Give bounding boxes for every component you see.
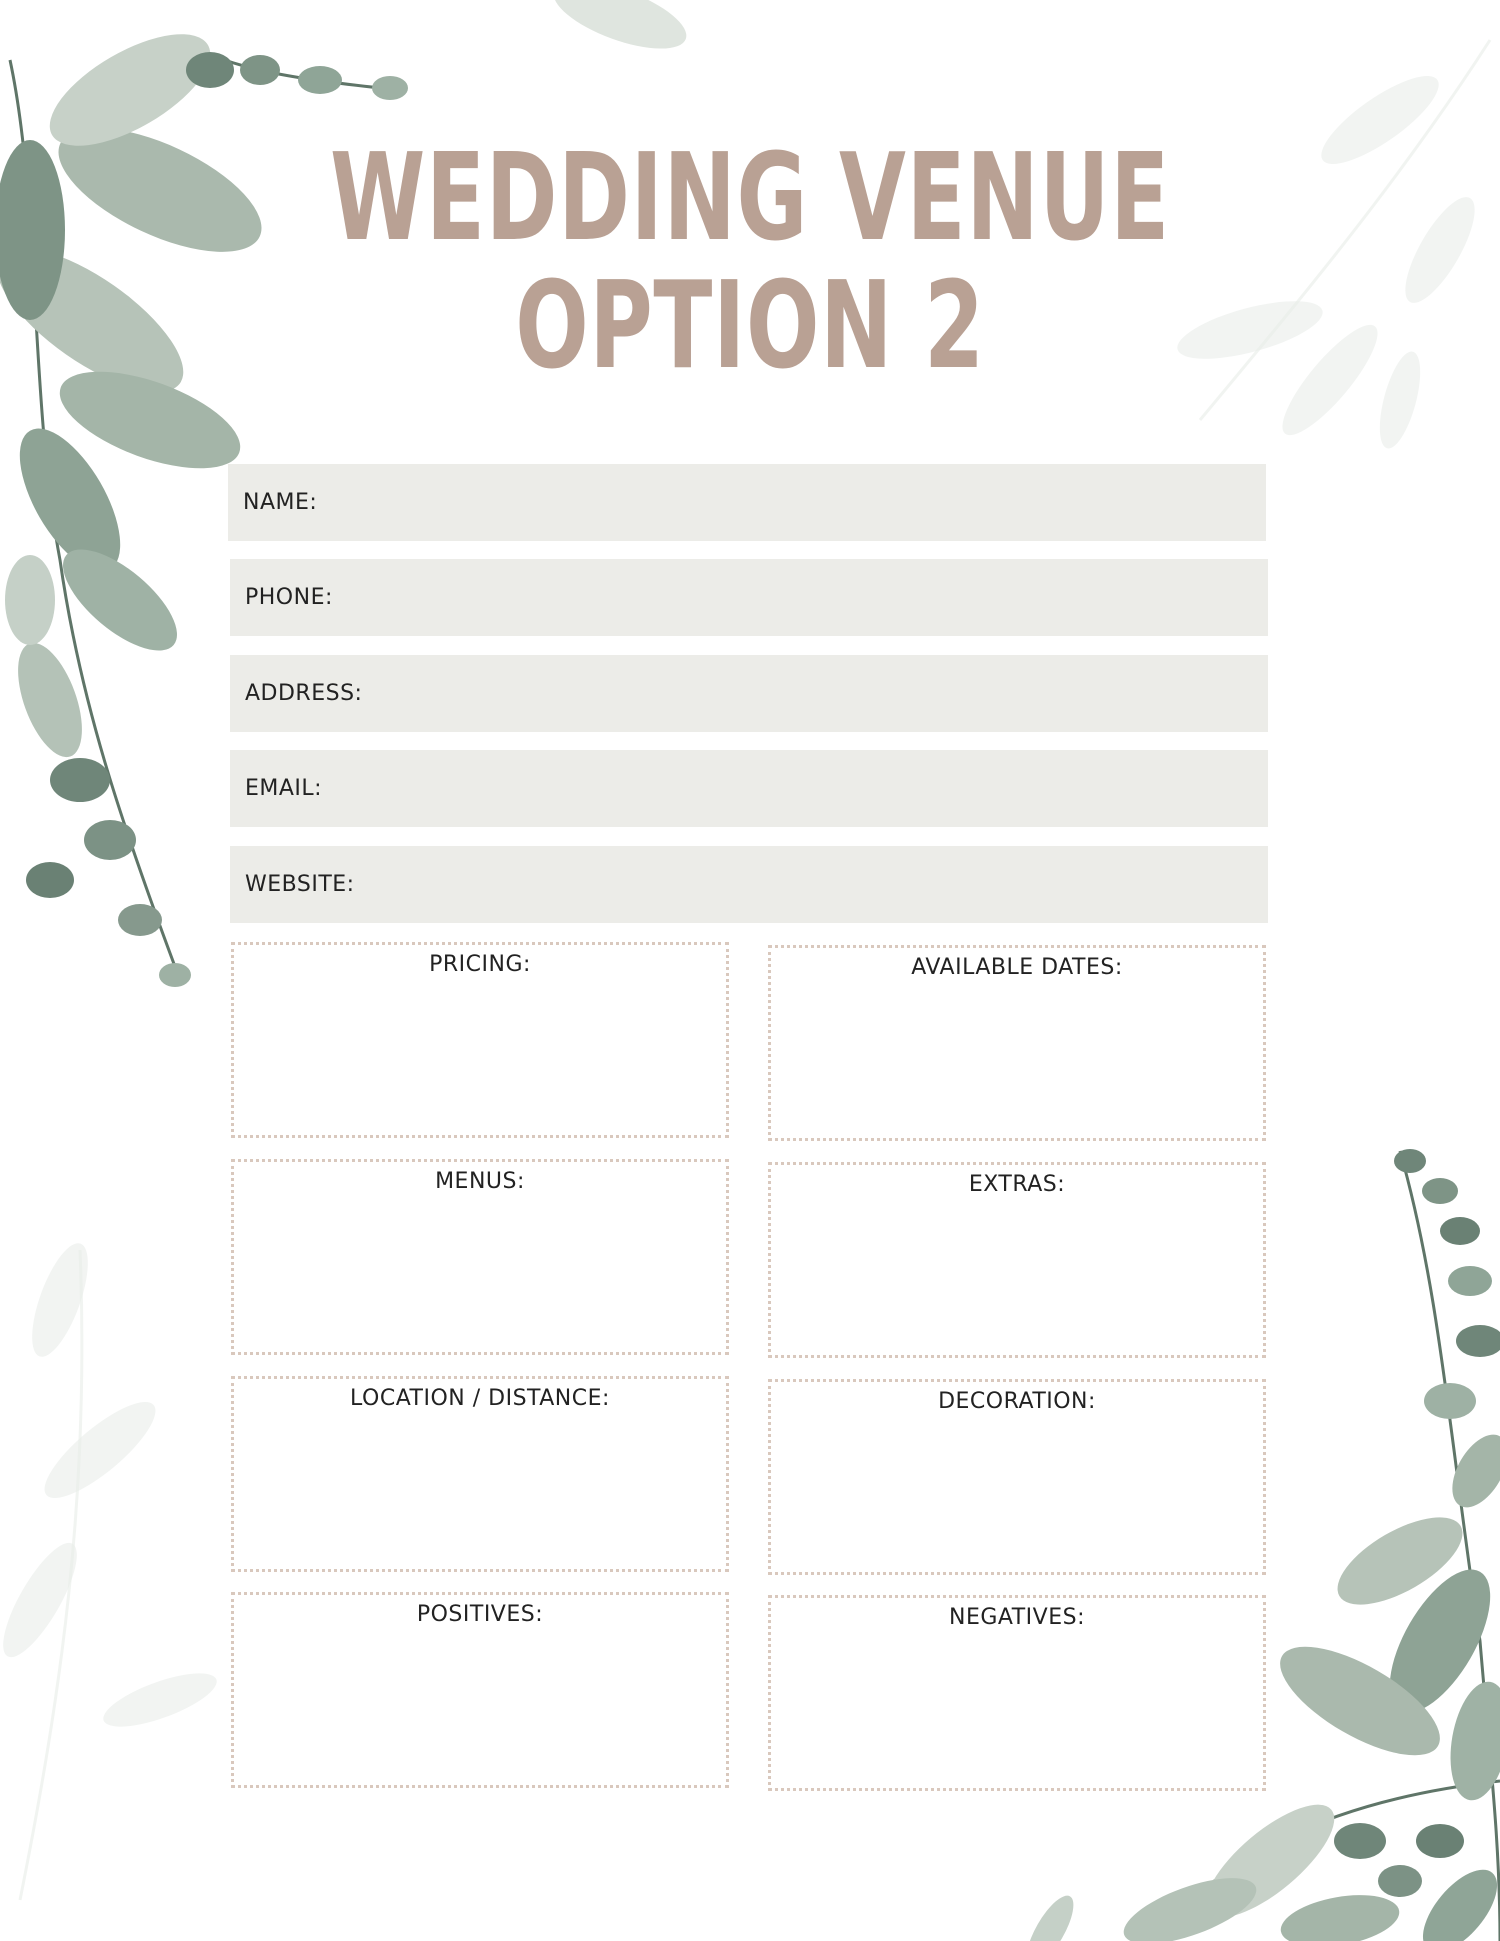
- location-distance-label: LOCATION / DISTANCE:: [350, 1386, 610, 1411]
- available-dates-box[interactable]: [768, 945, 1266, 1141]
- email-field[interactable]: [230, 750, 1268, 827]
- leaf-top-center-icon: [540, 0, 700, 70]
- email-field-label: EMAIL:: [245, 776, 323, 801]
- name-field-label: NAME:: [243, 490, 318, 515]
- address-field[interactable]: [230, 655, 1268, 732]
- page-title: [210, 129, 1290, 396]
- decoration-label: DECORATION:: [938, 1389, 1096, 1414]
- positives-label: POSITIVES:: [416, 1602, 544, 1627]
- name-field[interactable]: [228, 464, 1266, 541]
- decoration-box[interactable]: [768, 1379, 1266, 1575]
- negatives-box[interactable]: [768, 1595, 1266, 1791]
- menus-box[interactable]: [231, 1159, 729, 1355]
- phone-field[interactable]: [230, 559, 1268, 636]
- menus-label: MENUS:: [435, 1169, 525, 1194]
- extras-box[interactable]: [768, 1162, 1266, 1358]
- location-distance-box[interactable]: [231, 1376, 729, 1572]
- negatives-label: NEGATIVES:: [948, 1605, 1085, 1630]
- positives-box[interactable]: [231, 1592, 729, 1788]
- extras-label: EXTRAS:: [968, 1172, 1066, 1197]
- pricing-box[interactable]: [231, 942, 729, 1138]
- title-line-1: WEDDING VENUE: [330, 129, 1170, 268]
- phone-field-label: PHONE:: [245, 585, 333, 610]
- pricing-label: PRICING:: [429, 952, 531, 977]
- website-field[interactable]: [230, 846, 1268, 923]
- title-line-2: OPTION 2: [515, 257, 985, 396]
- address-field-label: ADDRESS:: [245, 681, 363, 706]
- website-field-label: WEBSITE:: [245, 872, 355, 897]
- available-dates-label: AVAILABLE DATES:: [911, 955, 1123, 980]
